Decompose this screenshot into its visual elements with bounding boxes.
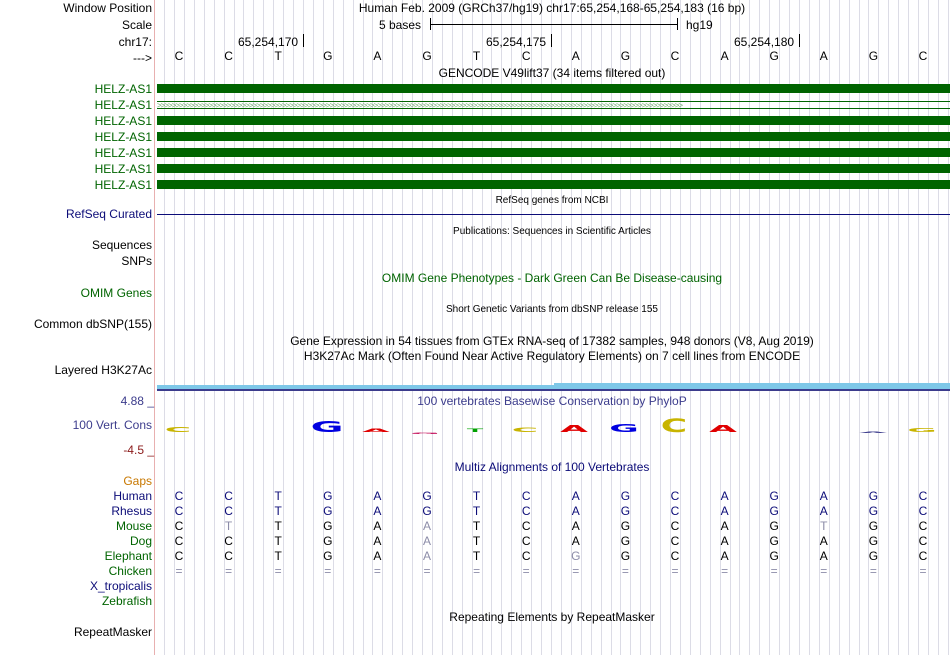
alignment-base: C — [521, 504, 531, 518]
gridline — [601, 0, 602, 655]
reference-base: G — [422, 49, 432, 63]
h3k27ac-track-label[interactable]: Layered H3K27Ac — [54, 363, 152, 377]
alignment-base: T — [472, 549, 481, 563]
alignment-base: A — [720, 534, 729, 548]
scale-assembly: hg19 — [686, 18, 713, 32]
gridline — [928, 0, 929, 655]
species-label[interactable]: Rhesus — [111, 504, 152, 518]
gridline — [908, 0, 909, 655]
alignment-base: A — [819, 504, 828, 518]
alignment-base: T — [224, 519, 233, 533]
omim-track-title[interactable]: OMIM Gene Phenotypes - Dark Green Can Be Disease-causing — [381, 271, 723, 285]
alignment-base: G — [620, 549, 631, 563]
label-separator — [154, 0, 155, 655]
position-170-tick — [303, 34, 304, 47]
gridline — [392, 0, 393, 655]
gridline — [531, 0, 532, 655]
reference-base: G — [620, 49, 631, 63]
gencode-item-exon[interactable] — [157, 148, 950, 157]
alignment-base: G — [620, 504, 631, 518]
gridline — [779, 0, 780, 655]
alignment-base: = — [225, 564, 233, 578]
logo-g-10: G — [609, 422, 639, 435]
gridline — [630, 0, 631, 655]
alignment-base: = — [274, 564, 282, 578]
repeatmasker-track-title[interactable]: Repeating Elements by RepeatMasker — [449, 610, 655, 624]
alignment-base: C — [224, 534, 233, 548]
gencode-item-intron[interactable]: >>>>>>>>>>>>>>>>>>>>>>>>>>>>>>>>>>>>>>>>>>>>>>>>>>>>>>>>>>>>>>>>>>>>>>>>>>>>>>>>>>>>>>>>>>>>>>>>>>>>>>>>>>>>>>>>>>>>>>>>>>>>>>>>>>>>>>>>>>>>>>> — [157, 101, 950, 109]
reference-base: G — [323, 49, 333, 63]
gridline — [462, 0, 463, 655]
logo-c-1: C — [164, 425, 192, 434]
gencode-item-exon[interactable] — [157, 116, 950, 125]
alignment-base: T — [274, 549, 282, 563]
reference-base: G — [769, 49, 779, 63]
alignment-base: G — [868, 519, 879, 533]
chrom-label: chr17: — [118, 35, 152, 49]
alignment-base: = — [621, 564, 629, 578]
alignment-base: C — [918, 549, 928, 563]
position-180: 65,254,180 — [734, 35, 795, 49]
alignment-base: C — [670, 504, 680, 518]
gencode-track-title[interactable]: GENCODE V49lift37 (34 items filtered out) — [438, 66, 666, 80]
alignment-base: = — [175, 564, 183, 578]
scale-bar — [430, 24, 677, 25]
gridline — [511, 0, 512, 655]
reference-base: A — [373, 49, 382, 63]
gridline — [898, 0, 899, 655]
alignment-base: C — [224, 504, 233, 518]
gridline — [501, 0, 502, 655]
gridline — [263, 0, 264, 655]
alignment-base: = — [473, 564, 481, 578]
gridline — [551, 0, 552, 655]
reference-base: A — [720, 49, 729, 63]
reference-base: T — [472, 49, 481, 63]
alignment-base: G — [620, 519, 631, 533]
refseq-line[interactable] — [157, 214, 950, 215]
alignment-base: = — [522, 564, 530, 578]
scale-right-tick — [677, 18, 678, 30]
alignment-base: A — [819, 534, 828, 548]
alignment-base: G — [769, 489, 779, 503]
reference-base: G — [868, 49, 879, 63]
phylop-logo[interactable] — [155, 410, 950, 440]
gridline — [829, 0, 830, 655]
position-175: 65,254,175 — [486, 35, 547, 49]
gridline — [759, 0, 760, 655]
alignment-base: C — [174, 534, 184, 548]
alignment-base: A — [720, 519, 729, 533]
alignment-base: C — [224, 489, 233, 503]
gridline — [293, 0, 294, 655]
dbsnp-track-label[interactable]: Common dbSNP(155) — [33, 317, 152, 331]
alignment-base: T — [274, 534, 282, 548]
gridline — [591, 0, 592, 655]
alignment-base: G — [571, 549, 581, 563]
alignment-base: G — [323, 534, 333, 548]
logo-g-4: G — [310, 418, 344, 436]
gridline — [214, 0, 215, 655]
gridline — [452, 0, 453, 655]
gaps-label: Gaps — [123, 474, 152, 488]
reference-base: C — [670, 49, 680, 63]
alignment-base: G — [769, 534, 779, 548]
species-label[interactable]: Zebrafish — [101, 594, 152, 608]
gencode-item-label[interactable]: HELZ-AS1 — [94, 114, 152, 128]
alignment-base: T — [820, 519, 828, 533]
alignment-base: A — [422, 534, 432, 548]
gridline — [243, 0, 244, 655]
gridline — [482, 0, 483, 655]
position-175-tick — [551, 34, 552, 47]
refseq-track-title[interactable]: RefSeq genes from NCBI — [495, 195, 609, 206]
alignment-base: C — [521, 489, 531, 503]
gridline — [640, 0, 641, 655]
alignment-base: C — [670, 549, 680, 563]
alignment-base: A — [373, 489, 382, 503]
gridline — [581, 0, 582, 655]
sequences-track-label[interactable]: Sequences — [91, 238, 152, 252]
gridline — [789, 0, 790, 655]
alignment-base: G — [868, 504, 879, 518]
alignment-base: T — [472, 489, 481, 503]
scale-label: Scale — [121, 18, 152, 32]
alignment-base: A — [571, 489, 580, 503]
alignment-base: G — [323, 519, 333, 533]
alignment-base: G — [323, 549, 333, 563]
reference-base: A — [819, 49, 828, 63]
alignment-base: G — [769, 549, 779, 563]
logo-a-5: A — [362, 428, 390, 434]
refseq-track-label[interactable]: RefSeq Curated — [65, 207, 152, 221]
alignment-base: = — [572, 564, 580, 578]
species-label[interactable]: Mouse — [115, 519, 152, 533]
logo-a-12: A — [709, 422, 737, 435]
gridline — [561, 0, 562, 655]
alignment-base: G — [620, 489, 631, 503]
gridline — [700, 0, 701, 655]
omim-track-label[interactable]: OMIM Genes — [80, 286, 152, 300]
alignment-base: G — [422, 504, 432, 518]
alignment-base: = — [373, 564, 381, 578]
alignment-base: C — [521, 534, 531, 548]
gridline — [333, 0, 334, 655]
gencode-item-label[interactable]: HELZ-AS1 — [94, 146, 152, 160]
alignment-base: G — [323, 504, 333, 518]
alignment-base: C — [174, 504, 184, 518]
logo-c-11: C — [660, 414, 688, 437]
species-label[interactable]: X_tropicalis — [89, 579, 152, 593]
alignment-base: G — [422, 489, 432, 503]
alignment-base: A — [571, 519, 580, 533]
gencode-item-exon[interactable] — [157, 164, 950, 173]
alignment-base: = — [820, 564, 828, 578]
gridline — [859, 0, 860, 655]
reference-base: C — [918, 49, 928, 63]
alignment-base: = — [324, 564, 332, 578]
alignment-base: A — [373, 534, 382, 548]
alignment-base: G — [769, 519, 779, 533]
gencode-item-exon[interactable] — [157, 84, 950, 93]
phylop-track-label[interactable]: 100 Vert. Cons — [72, 418, 152, 432]
gridline — [690, 0, 691, 655]
gridline — [650, 0, 651, 655]
reference-base: A — [571, 49, 580, 63]
gridline — [839, 0, 840, 655]
gridline — [402, 0, 403, 655]
phylop-min-label: -4.5 _ — [123, 443, 154, 457]
reference-base: C — [521, 49, 531, 63]
alignment-base: C — [918, 534, 928, 548]
alignment-base: A — [373, 519, 382, 533]
alignment-base: = — [423, 564, 431, 578]
alignment-base: C — [670, 519, 680, 533]
gridline — [878, 0, 879, 655]
gridline — [303, 0, 304, 655]
alignment-base: G — [868, 534, 879, 548]
alignment-base: A — [571, 534, 580, 548]
position-170: 65,254,170 — [238, 35, 299, 49]
species-label[interactable]: Human — [113, 489, 152, 503]
gridline — [382, 0, 383, 655]
repeatmasker-track-label[interactable]: RepeatMasker — [73, 625, 152, 639]
gridline — [164, 0, 165, 655]
publications-track-title[interactable]: Publications: Sequences in Scientific Articles — [453, 226, 651, 237]
strand-label: ---> — [133, 51, 152, 65]
reference-base: C — [174, 49, 184, 63]
gridline — [491, 0, 492, 655]
alignment-base: C — [918, 489, 928, 503]
alignment-base: A — [373, 504, 382, 518]
gridline — [253, 0, 254, 655]
species-label[interactable]: Elephant — [104, 549, 152, 563]
alignment-base: A — [720, 504, 729, 518]
alignment-base: T — [472, 534, 481, 548]
h3k27ac-track-title[interactable]: H3K27Ac Mark (Often Found Near Active Regulatory Elements) on 7 cell lines from ENCODE — [303, 349, 801, 363]
alignment-base: T — [274, 519, 282, 533]
gencode-item-label[interactable]: HELZ-AS1 — [94, 162, 152, 176]
alignment-base: T — [472, 504, 481, 518]
scale-bases: 5 bases — [379, 18, 422, 32]
alignment-base: A — [819, 489, 828, 503]
gridline — [730, 0, 731, 655]
gridline — [313, 0, 314, 655]
gtex-track-title[interactable]: Gene Expression in 54 tissues from GTEx RNA-seq of 17382 samples, 948 donors (V8, Aug 2019) — [290, 334, 814, 348]
alignment-base: G — [868, 489, 879, 503]
alignment-base: C — [174, 519, 184, 533]
phylop-track-title[interactable]: 100 vertebrates Basewise Conservation by PhyloP — [417, 394, 687, 408]
alignment-base: = — [671, 564, 679, 578]
logo-a-14: A — [859, 431, 887, 434]
alignment-base: G — [620, 534, 631, 548]
reference-base: T — [274, 49, 282, 63]
logo-g-6: G — [410, 432, 440, 435]
alignment-base: C — [918, 519, 928, 533]
gridline — [184, 0, 185, 655]
gridline — [749, 0, 750, 655]
alignment-base: A — [373, 549, 382, 563]
gridline — [194, 0, 195, 655]
gencode-item-label[interactable]: HELZ-AS1 — [94, 98, 152, 112]
gridline — [611, 0, 612, 655]
logo-g-15: G — [907, 427, 937, 434]
gridline — [888, 0, 889, 655]
alignment-base: T — [274, 504, 282, 518]
alignment-base: = — [919, 564, 927, 578]
multiz-track-title[interactable]: Multiz Alignments of 100 Vertebrates — [454, 460, 650, 474]
alignment-base: A — [720, 549, 729, 563]
alignment-base: A — [720, 489, 729, 503]
alignment-base: A — [571, 504, 580, 518]
gridline — [353, 0, 354, 655]
window-position-value: Human Feb. 2009 (GRCh37/hg19) chr17:65,254,168-65,254,183 (16 bp) — [358, 1, 746, 15]
alignment-base: C — [224, 549, 233, 563]
alignment-base: = — [770, 564, 778, 578]
alignment-base: T — [274, 489, 282, 503]
alignment-base: G — [323, 489, 333, 503]
position-180-tick — [799, 34, 800, 47]
gridline — [234, 0, 235, 655]
alignment-base: A — [819, 549, 828, 563]
gridline — [660, 0, 661, 655]
alignment-base: C — [521, 549, 531, 563]
gridline — [343, 0, 344, 655]
phylop-max-label: 4.88 _ — [120, 394, 154, 408]
alignment-base: A — [422, 549, 432, 563]
alignment-base: A — [422, 519, 432, 533]
gridline — [938, 0, 939, 655]
logo-c-8: C — [511, 426, 539, 434]
window-position-label: Window Position — [63, 1, 152, 15]
gencode-item-label[interactable]: HELZ-AS1 — [94, 82, 152, 96]
gencode-item-label[interactable]: HELZ-AS1 — [94, 178, 152, 192]
gencode-item-label[interactable]: HELZ-AS1 — [94, 130, 152, 144]
alignment-base: = — [869, 564, 877, 578]
gridline — [739, 0, 740, 655]
logo-t-7: T — [466, 428, 484, 434]
snps-track-label[interactable]: SNPs — [121, 254, 152, 268]
gridline — [204, 0, 205, 655]
gridline — [809, 0, 810, 655]
dbsnp-track-title[interactable]: Short Genetic Variants from dbSNP release 155 — [446, 304, 658, 315]
alignment-base: C — [174, 489, 184, 503]
gencode-item-exon[interactable] — [157, 132, 950, 141]
gencode-item-exon[interactable] — [157, 180, 950, 189]
species-label[interactable]: Chicken — [108, 564, 152, 578]
alignment-base: = — [721, 564, 729, 578]
gridline — [432, 0, 433, 655]
gridline — [363, 0, 364, 655]
alignment-base: C — [174, 549, 184, 563]
gridline — [283, 0, 284, 655]
reference-base: C — [224, 49, 233, 63]
gridline — [442, 0, 443, 655]
gridline — [541, 0, 542, 655]
alignment-base: C — [670, 534, 680, 548]
gridline — [680, 0, 681, 655]
logo-a-9: A — [560, 422, 588, 435]
alignment-base: G — [868, 549, 879, 563]
gridline — [710, 0, 711, 655]
gridline — [948, 0, 949, 655]
alignment-base: C — [670, 489, 680, 503]
alignment-base: C — [918, 504, 928, 518]
gridline — [849, 0, 850, 655]
gridline — [799, 0, 800, 655]
alignment-base: G — [769, 504, 779, 518]
alignment-base: T — [472, 519, 481, 533]
alignment-base: C — [521, 519, 531, 533]
species-label[interactable]: Dog — [129, 534, 152, 548]
h3k27ac-baseline — [157, 389, 950, 391]
gridline — [412, 0, 413, 655]
